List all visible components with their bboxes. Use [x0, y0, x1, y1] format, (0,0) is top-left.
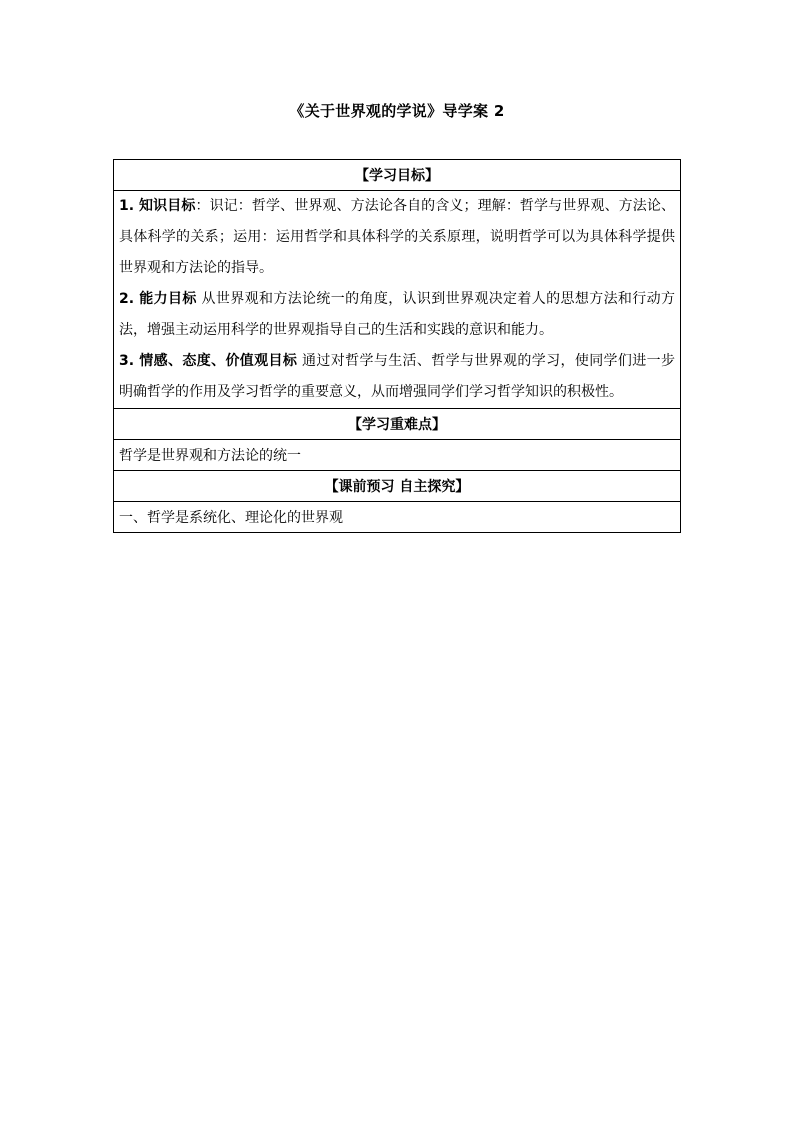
key-points-content: 哲学是世界观和方法论的统一 — [114, 440, 681, 471]
document-title: 《关于世界观的学说》导学案 2 — [289, 102, 505, 120]
preview-heading-row — [114, 471, 681, 502]
values-objective-label: 3. 情感、态度、价值观目标 — [119, 353, 298, 369]
preview-content-row — [114, 502, 681, 533]
study-guide-table — [113, 159, 681, 533]
ability-objective — [119, 284, 675, 346]
preview-heading: 【课前预习 自主探究】 — [114, 471, 681, 502]
values-objective — [119, 346, 675, 408]
ability-objective-text: 从世界观和方法论统一的角度，认识到世界观决定着人的思想方法和行动方法，增强主动运用科学的世界观指导自己的生活和实践的意识和能力。 — [119, 291, 676, 338]
objectives-heading: 【学习目标】 — [114, 160, 681, 191]
objectives-heading-row — [114, 160, 681, 191]
objectives-content — [114, 191, 681, 409]
preview-item: 一、哲学是系统化、理论化的世界观 — [114, 502, 681, 533]
key-points-heading: 【学习重难点】 — [114, 409, 681, 440]
knowledge-objective-label: 1. 知识目标 — [119, 198, 196, 214]
knowledge-objective — [119, 191, 675, 284]
key-points-heading-row — [114, 409, 681, 440]
values-objective-text: 通过对哲学与生活、哲学与世界观的学习，使同学们进一步明确哲学的作用及学习哲学的重要意义，从而增强同学们学习哲学知识的积极性。 — [119, 353, 675, 400]
objectives-content-row — [114, 191, 681, 409]
key-points-content-row — [114, 440, 681, 471]
knowledge-objective-text: ：识记：哲学、世界观、方法论各自的含义；理解：哲学与世界观、方法论、具体科学的关系；运用：运用哲学和具体科学的关系原理，说明哲学可以为具体科学提供世界观和方法论的指导。 — [119, 198, 675, 276]
ability-objective-label: 2. 能力目标 — [119, 291, 197, 307]
